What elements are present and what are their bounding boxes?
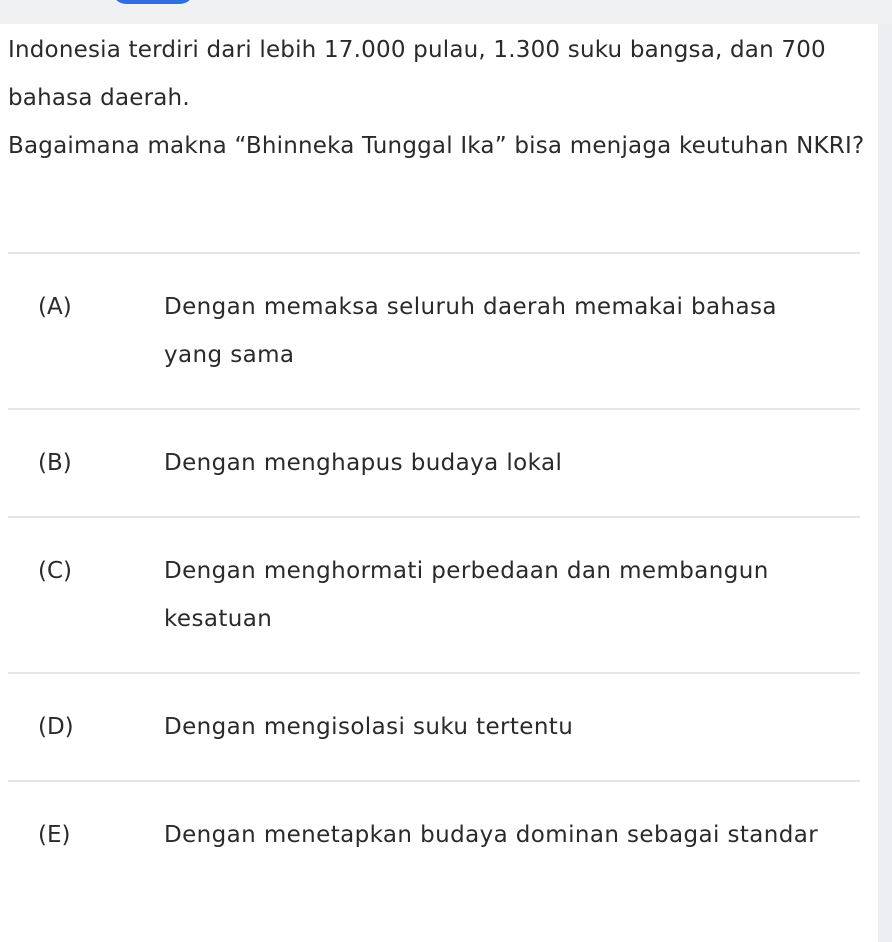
option-a[interactable] bbox=[8, 254, 860, 408]
option-b[interactable] bbox=[8, 410, 860, 516]
option-e[interactable] bbox=[8, 782, 860, 888]
option-text: Dengan mengisolasi suku tertentu bbox=[164, 714, 574, 740]
question-text bbox=[8, 26, 868, 170]
option-letter: (C) bbox=[38, 558, 73, 584]
answer-options bbox=[8, 252, 860, 888]
option-letter: (B) bbox=[38, 450, 72, 476]
question-prompt: Bagaimana makna “Bhinneka Tunggal Ika” bisa menjaga keutuhan NKRI? bbox=[8, 133, 865, 159]
option-letter: (E) bbox=[38, 822, 71, 848]
top-bar bbox=[0, 0, 892, 24]
option-text: Dengan menghormati perbedaan dan membangun kesatuan bbox=[164, 558, 769, 632]
option-d[interactable] bbox=[8, 674, 860, 780]
scrollbar-track[interactable] bbox=[878, 24, 892, 942]
question-intro: Indonesia terdiri dari lebih 17.000 pulau, 1.300 suku bangsa, dan 700 bahasa daerah. bbox=[8, 37, 826, 111]
option-text: Dengan menetapkan budaya dominan sebagai standar bbox=[164, 822, 819, 848]
active-tab-indicator[interactable] bbox=[112, 0, 194, 4]
option-c[interactable] bbox=[8, 518, 860, 672]
option-letter: (A) bbox=[38, 294, 72, 320]
option-text: Dengan memaksa seluruh daerah memakai bahasa yang sama bbox=[164, 294, 777, 368]
option-text: Dengan menghapus budaya lokal bbox=[164, 450, 563, 476]
option-letter: (D) bbox=[38, 714, 74, 740]
